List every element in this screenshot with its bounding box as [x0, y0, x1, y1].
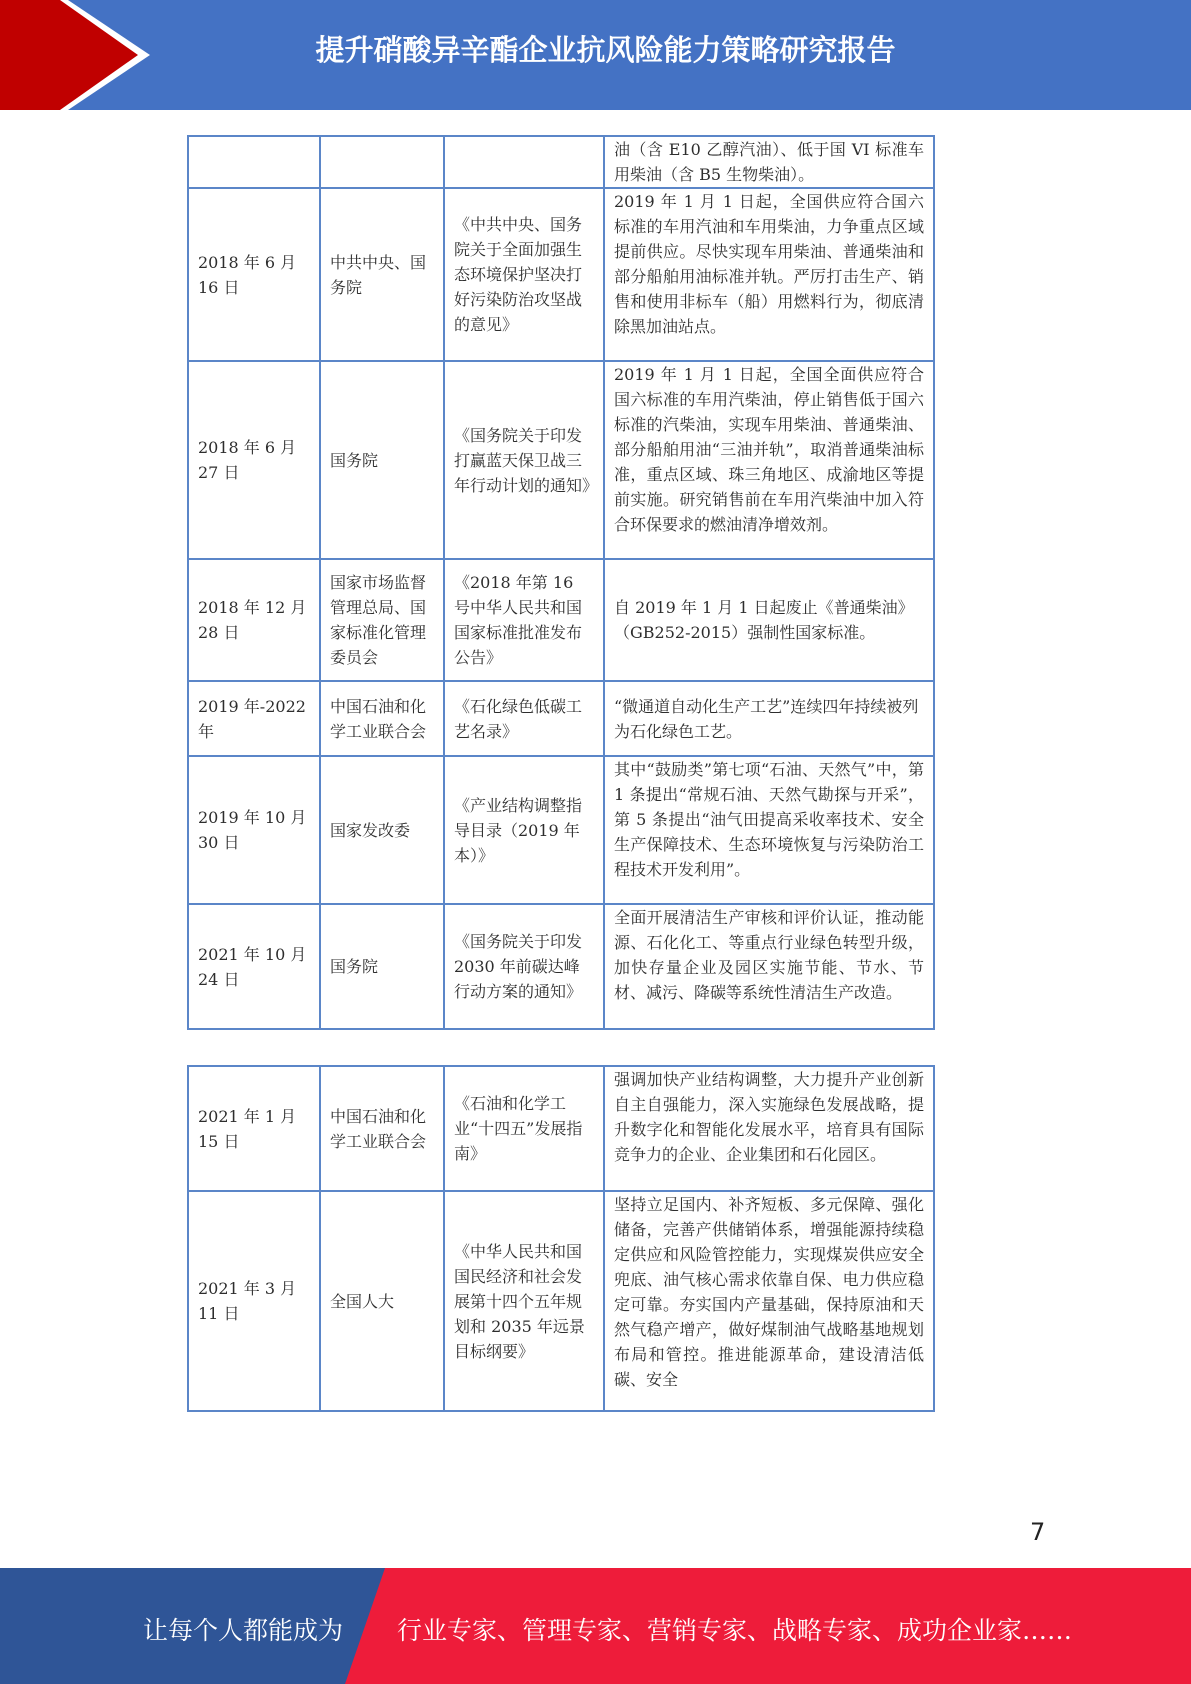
issuer-cell: 中国石油和化学工业联合会 — [320, 1066, 444, 1191]
table-row — [188, 1066, 934, 1191]
issuer-cell: 国务院 — [320, 904, 444, 1029]
page-header — [0, 0, 1191, 110]
footer-slogan-left: 让每个人都能成为 — [143, 1616, 344, 1645]
content-cell: 强调加快产业结构调整，大力提升产业创新自主自强能力，深入实施绿色发展战略，提升数字化和智能化发展水平，培育具有国际竞争力的企业、企业集团和石化园区。 — [604, 1066, 934, 1191]
date-cell: 2021 年 1 月 15 日 — [188, 1066, 320, 1191]
issuer-cell — [320, 136, 444, 188]
date-cell: 2018 年 6 月 16 日 — [188, 188, 320, 361]
content-cell: 2019 年 1 月 1 日起，全国供应符合国六标准的车用汽油和车用柴油，力争重点区域提前供应。尽快实现车用柴油、普通柴油和部分船舶用油标准并轨。严厉打击生产、销售和使用非标车（船）用燃料行为，彻底清除黑加油站点。 — [604, 188, 934, 361]
content-cell: 其中“鼓励类”第七项“石油、天然气”中，第 1 条提出“常规石油、天然气勘探与开采”，第 5 条提出“油气田提高采收率技术、安全生产保障技术、生态环境恢复与污染防治工程技术开发利用”。 — [604, 756, 934, 904]
issuer-cell: 国务院 — [320, 361, 444, 559]
document-cell: 《2018 年第 16 号中华人民共和国国家标准批准发布公告》 — [444, 559, 604, 681]
issuer-cell: 中国石油和化学工业联合会 — [320, 681, 444, 756]
document-cell — [444, 136, 604, 188]
date-cell: 2018 年 12 月 28 日 — [188, 559, 320, 681]
footer-slogan-right: 行业专家、管理专家、营销专家、战略专家、成功企业家…… — [397, 1616, 1073, 1645]
document-cell: 《产业结构调整指导目录（2019 年本）》 — [444, 756, 604, 904]
issuer-cell: 国家市场监督管理总局、国家标准化管理委员会 — [320, 559, 444, 681]
date-cell: 2021 年 10 月 24 日 — [188, 904, 320, 1029]
date-cell: 2021 年 3 月 11 日 — [188, 1191, 320, 1411]
table-row — [188, 188, 934, 361]
table-row — [188, 904, 934, 1029]
policy-table-1 — [187, 135, 935, 1030]
issuer-cell: 国家发改委 — [320, 756, 444, 904]
content-cell: “微通道自动化生产工艺”连续四年持续被列为石化绿色工艺。 — [604, 681, 934, 756]
document-cell: 《国务院关于印发打赢蓝天保卫战三年行动计划的通知》 — [444, 361, 604, 559]
report-title: 提升硝酸异辛酯企业抗风险能力策略研究报告 — [315, 33, 896, 67]
date-cell — [188, 136, 320, 188]
content-cell: 自 2019 年 1 月 1 日起废止《普通柴油》（GB252-2015）强制性国家标准。 — [604, 559, 934, 681]
table-row — [188, 559, 934, 681]
table-row — [188, 756, 934, 904]
content-cell: 坚持立足国内、补齐短板、多元保障、强化储备，完善产供储销体系，增强能源持续稳定供应和风险管控能力，实现煤炭供应安全兜底、油气核心需求依靠自保、电力供应稳定可靠。夯实国内产量基础，保持原油和天然气稳产增产，做好煤制油气战略基地规划布局和管控。推进能源革命，建设清洁低碳、安全 — [604, 1191, 934, 1411]
date-cell: 2018 年 6 月 27 日 — [188, 361, 320, 559]
policy-table-2 — [187, 1065, 935, 1412]
table-row — [188, 681, 934, 756]
date-cell: 2019 年-2022 年 — [188, 681, 320, 756]
content-cell: 2019 年 1 月 1 日起，全国全面供应符合国六标准的车用汽柴油，停止销售低于国六标准的汽柴油，实现车用柴油、普通柴油、部分船舶用油“三油并轨”，取消普通柴油标准，重点区域、珠三角地区、成渝地区等提前实施。研究销售前在车用汽柴油中加入符合环保要求的燃油清净增效剂。 — [604, 361, 934, 559]
content-cell: 全面开展清洁生产审核和评价认证，推动能源、石化化工、等重点行业绿色转型升级，加快存量企业及园区实施节能、节水、节材、减污、降碳等系统性清洁生产改造。 — [604, 904, 934, 1029]
issuer-cell: 中共中央、国务院 — [320, 188, 444, 361]
document-cell: 《中共中央、国务院关于全面加强生态环境保护坚决打好污染防治攻坚战的意见》 — [444, 188, 604, 361]
table-row — [188, 361, 934, 559]
page-number: 7 — [1030, 1518, 1046, 1546]
date-cell: 2019 年 10 月 30 日 — [188, 756, 320, 904]
table-row — [188, 1191, 934, 1411]
table-row — [188, 136, 934, 188]
issuer-cell: 全国人大 — [320, 1191, 444, 1411]
content-cell: 油（含 E10 乙醇汽油）、低于国 VI 标准车用柴油（含 B5 生物柴油）。 — [604, 136, 934, 188]
document-cell: 《石化绿色低碳工艺名录》 — [444, 681, 604, 756]
document-cell: 《石油和化学工业“十四五”发展指南》 — [444, 1066, 604, 1191]
document-cell: 《国务院关于印发 2030 年前碳达峰行动方案的通知》 — [444, 904, 604, 1029]
document-cell: 《中华人民共和国国民经济和社会发展第十四个五年规划和 2035 年远景目标纲要》 — [444, 1191, 604, 1411]
